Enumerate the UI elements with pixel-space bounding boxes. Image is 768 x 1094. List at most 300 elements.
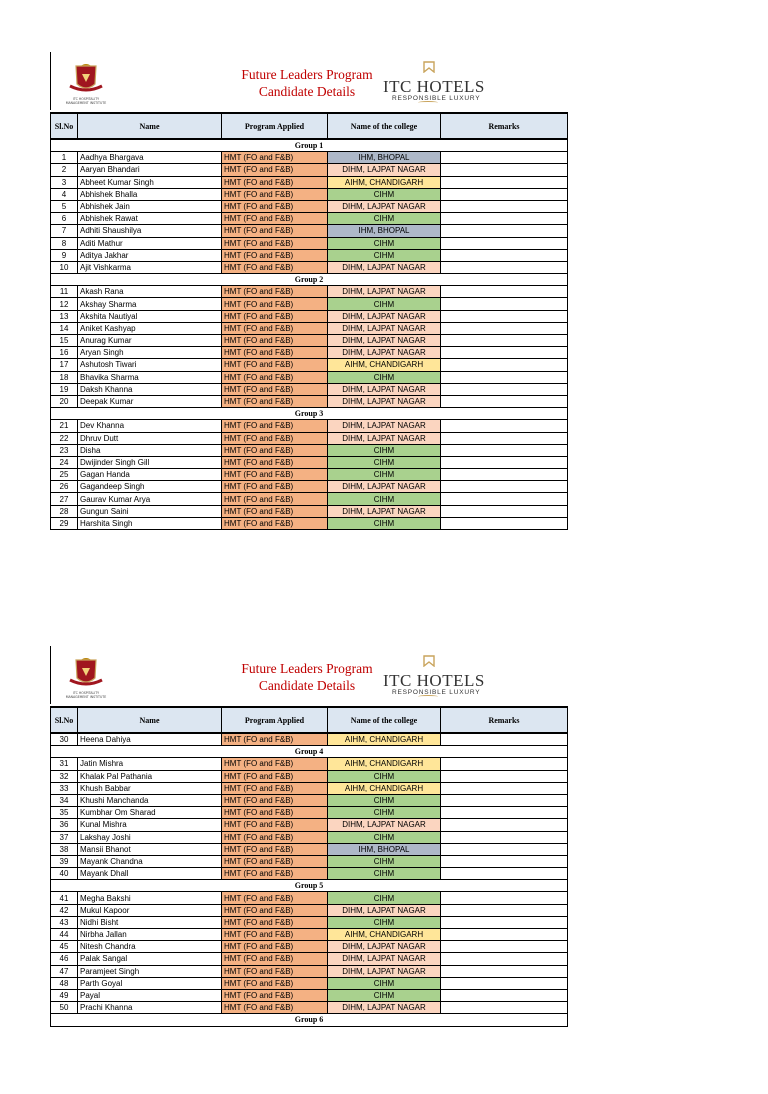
cell-program: HMT (FO and F&B)	[222, 347, 328, 359]
cell-sl-no: 10	[51, 261, 78, 273]
cell-program: HMT (FO and F&B)	[222, 892, 328, 904]
cell-remarks	[441, 347, 568, 359]
table-row	[51, 469, 568, 481]
cell-remarks	[441, 310, 568, 322]
cell-remarks	[441, 444, 568, 456]
cell-name: Khush Babbar	[78, 782, 222, 794]
group-label: Group 2	[51, 274, 568, 286]
cell-name: Aniket Kashyap	[78, 322, 222, 334]
table-row	[51, 371, 568, 383]
cell-sl-no: 41	[51, 892, 78, 904]
table-row	[51, 977, 568, 989]
table-row	[51, 335, 568, 347]
table-row	[51, 444, 568, 456]
cell-college: DIHM, LAJPAT NAGAR	[328, 965, 441, 977]
header-name: Name	[78, 113, 222, 139]
cell-name: Akash Rana	[78, 286, 222, 298]
sheet-page-2	[0, 594, 768, 1094]
table-row	[51, 200, 568, 212]
cell-remarks	[441, 892, 568, 904]
cell-name: Nidhi Bisht	[78, 916, 222, 928]
cell-remarks	[441, 286, 568, 298]
header-sl-no: Sl.No	[51, 113, 78, 139]
cell-college: DIHM, LAJPAT NAGAR	[328, 310, 441, 322]
cell-name: Lakshay Joshi	[78, 831, 222, 843]
cell-college: CIHM	[328, 831, 441, 843]
group-header-row	[51, 880, 568, 892]
header-program: Program Applied	[222, 113, 328, 139]
cell-college: DIHM, LAJPAT NAGAR	[328, 432, 441, 444]
table-row	[51, 941, 568, 953]
cell-remarks	[441, 225, 568, 237]
cell-name: Megha Bakshi	[78, 892, 222, 904]
cell-college: DIHM, LAJPAT NAGAR	[328, 953, 441, 965]
cell-sl-no: 44	[51, 929, 78, 941]
cell-program: HMT (FO and F&B)	[222, 965, 328, 977]
cell-sl-no: 43	[51, 916, 78, 928]
cell-remarks	[441, 200, 568, 212]
cell-name: Jatin Mishra	[78, 758, 222, 770]
cell-sl-no: 17	[51, 359, 78, 371]
table-row	[51, 953, 568, 965]
cell-name: Dev Khanna	[78, 420, 222, 432]
cell-college: CIHM	[328, 237, 441, 249]
table-row	[51, 807, 568, 819]
cell-college: CIHM	[328, 517, 441, 529]
cell-college: CIHM	[328, 989, 441, 1001]
group-header-row	[51, 274, 568, 286]
svg-text:ITC HOSPITALITY: ITC HOSPITALITY	[72, 97, 100, 101]
cell-program: HMT (FO and F&B)	[222, 395, 328, 407]
cell-remarks	[441, 807, 568, 819]
cell-name: Gaurav Kumar Arya	[78, 493, 222, 505]
cell-college: DIHM, LAJPAT NAGAR	[328, 505, 441, 517]
cell-remarks	[441, 1002, 568, 1014]
cell-remarks	[441, 395, 568, 407]
cell-remarks	[441, 989, 568, 1001]
cell-college: DIHM, LAJPAT NAGAR	[328, 941, 441, 953]
cell-name: Mukul Kapoor	[78, 904, 222, 916]
cell-college: CIHM	[328, 794, 441, 806]
cell-program: HMT (FO and F&B)	[222, 213, 328, 225]
group-header-row	[51, 408, 568, 420]
table-row	[51, 420, 568, 432]
itc-emblem-icon	[423, 654, 435, 672]
cell-sl-no: 49	[51, 989, 78, 1001]
itc-emblem-icon	[423, 60, 435, 78]
table-row	[51, 383, 568, 395]
cell-program: HMT (FO and F&B)	[222, 953, 328, 965]
table-row	[51, 505, 568, 517]
title-line-1: Future Leaders Program	[241, 661, 373, 676]
cell-remarks	[441, 298, 568, 310]
sheet-page-1	[0, 0, 768, 528]
cell-program: HMT (FO and F&B)	[222, 286, 328, 298]
institute-logo	[60, 650, 112, 702]
hotel-tagline: RESPONSIBLE LUXURY	[392, 689, 481, 696]
cell-program: HMT (FO and F&B)	[222, 505, 328, 517]
cell-college: DIHM, LAJPAT NAGAR	[328, 164, 441, 176]
cell-program: HMT (FO and F&B)	[222, 916, 328, 928]
cell-college: CIHM	[328, 456, 441, 468]
cell-remarks	[441, 249, 568, 261]
cell-college: AIHM, CHANDIGARH	[328, 929, 441, 941]
header-remarks: Remarks	[441, 113, 568, 139]
cell-name: Payal	[78, 989, 222, 1001]
cell-sl-no: 16	[51, 347, 78, 359]
cell-name: Daksh Khanna	[78, 383, 222, 395]
cell-college: DIHM, LAJPAT NAGAR	[328, 347, 441, 359]
table-row	[51, 517, 568, 529]
cell-program: HMT (FO and F&B)	[222, 868, 328, 880]
cell-sl-no: 32	[51, 770, 78, 782]
cell-sl-no: 23	[51, 444, 78, 456]
cell-name: Akshita Nautiyal	[78, 310, 222, 322]
table-row	[51, 152, 568, 164]
table-row	[51, 432, 568, 444]
group-label: Group 4	[51, 746, 568, 758]
cell-sl-no: 2	[51, 164, 78, 176]
cell-college: CIHM	[328, 977, 441, 989]
cell-name: Dwijinder Singh Gill	[78, 456, 222, 468]
hotel-brand: ITC HOTELS	[383, 77, 485, 96]
cell-remarks	[441, 868, 568, 880]
cell-name: Gagan Handa	[78, 469, 222, 481]
title-line-2: Candidate Details	[258, 678, 356, 693]
cell-name: Abheet Kumar Singh	[78, 176, 222, 188]
cell-name: Aditi Mathur	[78, 237, 222, 249]
document-title	[222, 66, 392, 100]
cell-remarks	[441, 953, 568, 965]
cell-program: HMT (FO and F&B)	[222, 989, 328, 1001]
cell-college: CIHM	[328, 770, 441, 782]
table-row	[51, 298, 568, 310]
cell-remarks	[441, 371, 568, 383]
cell-sl-no: 30	[51, 733, 78, 746]
cell-remarks	[441, 758, 568, 770]
cell-remarks	[441, 819, 568, 831]
cell-college: AIHM, CHANDIGARH	[328, 359, 441, 371]
cell-remarks	[441, 261, 568, 273]
cell-program: HMT (FO and F&B)	[222, 420, 328, 432]
cell-name: Nitesh Chandra	[78, 941, 222, 953]
table-row	[51, 831, 568, 843]
cell-program: HMT (FO and F&B)	[222, 831, 328, 843]
cell-program: HMT (FO and F&B)	[222, 481, 328, 493]
cell-sl-no: 25	[51, 469, 78, 481]
cell-program: HMT (FO and F&B)	[222, 310, 328, 322]
cell-name: Paramjeet Singh	[78, 965, 222, 977]
cell-program: HMT (FO and F&B)	[222, 941, 328, 953]
cell-sl-no: 14	[51, 322, 78, 334]
table-row	[51, 794, 568, 806]
table-row	[51, 188, 568, 200]
cell-program: HMT (FO and F&B)	[222, 819, 328, 831]
header-remarks: Remarks	[441, 707, 568, 733]
cell-sl-no: 26	[51, 481, 78, 493]
table-row	[51, 286, 568, 298]
candidate-table	[50, 706, 568, 1027]
header-sl-no: Sl.No	[51, 707, 78, 733]
cell-sl-no: 36	[51, 819, 78, 831]
table-row	[51, 904, 568, 916]
cell-name: Prachi Khanna	[78, 1002, 222, 1014]
cell-name: Parth Goyal	[78, 977, 222, 989]
cell-sl-no: 22	[51, 432, 78, 444]
group-label: Group 5	[51, 880, 568, 892]
cell-sl-no: 4	[51, 188, 78, 200]
table-row	[51, 892, 568, 904]
cell-college: AIHM, CHANDIGARH	[328, 176, 441, 188]
table-row	[51, 868, 568, 880]
cell-remarks	[441, 359, 568, 371]
cell-remarks	[441, 481, 568, 493]
cell-remarks	[441, 213, 568, 225]
cell-name: Khalak Pal Pathania	[78, 770, 222, 782]
cell-program: HMT (FO and F&B)	[222, 249, 328, 261]
cell-college: DIHM, LAJPAT NAGAR	[328, 335, 441, 347]
cell-remarks	[441, 855, 568, 867]
cell-remarks	[441, 383, 568, 395]
cell-sl-no: 15	[51, 335, 78, 347]
table-row	[51, 164, 568, 176]
cell-college: IHM, BHOPAL	[328, 152, 441, 164]
group-label: Group 3	[51, 408, 568, 420]
cell-name: Deepak Kumar	[78, 395, 222, 407]
cell-remarks	[441, 782, 568, 794]
cell-sl-no: 35	[51, 807, 78, 819]
table-row	[51, 819, 568, 831]
table-row	[51, 249, 568, 261]
cell-name: Adhiti Shaushilya	[78, 225, 222, 237]
cell-program: HMT (FO and F&B)	[222, 493, 328, 505]
cell-college: CIHM	[328, 444, 441, 456]
cell-name: Ashutosh Tiwari	[78, 359, 222, 371]
table-row	[51, 965, 568, 977]
cell-college: DIHM, LAJPAT NAGAR	[328, 819, 441, 831]
cell-college: CIHM	[328, 807, 441, 819]
cell-program: HMT (FO and F&B)	[222, 261, 328, 273]
cell-program: HMT (FO and F&B)	[222, 322, 328, 334]
cell-program: HMT (FO and F&B)	[222, 237, 328, 249]
cell-sl-no: 3	[51, 176, 78, 188]
cell-program: HMT (FO and F&B)	[222, 733, 328, 746]
cell-remarks	[441, 831, 568, 843]
cell-program: HMT (FO and F&B)	[222, 782, 328, 794]
cell-remarks	[441, 237, 568, 249]
cell-remarks	[441, 843, 568, 855]
cell-sl-no: 7	[51, 225, 78, 237]
cell-sl-no: 31	[51, 758, 78, 770]
cell-college: CIHM	[328, 298, 441, 310]
cell-college: CIHM	[328, 469, 441, 481]
cell-program: HMT (FO and F&B)	[222, 432, 328, 444]
cell-remarks	[441, 977, 568, 989]
table-row	[51, 347, 568, 359]
margin-rule	[50, 646, 51, 704]
cell-remarks	[441, 164, 568, 176]
table-row	[51, 359, 568, 371]
candidate-table	[50, 112, 568, 530]
cell-program: HMT (FO and F&B)	[222, 456, 328, 468]
title-line-1: Future Leaders Program	[241, 67, 373, 82]
cell-sl-no: 6	[51, 213, 78, 225]
cell-program: HMT (FO and F&B)	[222, 152, 328, 164]
cell-college: AIHM, CHANDIGARH	[328, 733, 441, 746]
cell-sl-no: 38	[51, 843, 78, 855]
cell-remarks	[441, 941, 568, 953]
table-row	[51, 782, 568, 794]
cell-college: IHM, BHOPAL	[328, 225, 441, 237]
cell-remarks	[441, 432, 568, 444]
cell-remarks	[441, 176, 568, 188]
cell-sl-no: 27	[51, 493, 78, 505]
table-row	[51, 310, 568, 322]
table-row	[51, 855, 568, 867]
cell-college: CIHM	[328, 371, 441, 383]
cell-college: CIHM	[328, 892, 441, 904]
hotel-tagline: RESPONSIBLE LUXURY	[392, 95, 481, 102]
brand-flourish	[418, 695, 438, 698]
cell-program: HMT (FO and F&B)	[222, 383, 328, 395]
cell-remarks	[441, 493, 568, 505]
group-label: Group 1	[51, 139, 568, 152]
cell-name: Dhruv Dutt	[78, 432, 222, 444]
cell-program: HMT (FO and F&B)	[222, 164, 328, 176]
cell-sl-no: 39	[51, 855, 78, 867]
cell-remarks	[441, 420, 568, 432]
cell-sl-no: 9	[51, 249, 78, 261]
cell-name: Gagandeep Singh	[78, 481, 222, 493]
cell-college: DIHM, LAJPAT NAGAR	[328, 395, 441, 407]
cell-college: CIHM	[328, 493, 441, 505]
group-header-row	[51, 1014, 568, 1026]
cell-name: Akshay Sharma	[78, 298, 222, 310]
table-header-row	[51, 113, 568, 139]
cell-name: Harshita Singh	[78, 517, 222, 529]
cell-remarks	[441, 517, 568, 529]
table-row	[51, 176, 568, 188]
cell-name: Khushi Manchanda	[78, 794, 222, 806]
cell-program: HMT (FO and F&B)	[222, 794, 328, 806]
cell-name: Mansii Bhanot	[78, 843, 222, 855]
cell-sl-no: 12	[51, 298, 78, 310]
cell-college: CIHM	[328, 855, 441, 867]
cell-remarks	[441, 335, 568, 347]
cell-sl-no: 18	[51, 371, 78, 383]
cell-remarks	[441, 505, 568, 517]
cell-sl-no: 46	[51, 953, 78, 965]
cell-college: AIHM, CHANDIGARH	[328, 782, 441, 794]
header-college: Name of the college	[328, 707, 441, 733]
cell-sl-no: 19	[51, 383, 78, 395]
cell-sl-no: 8	[51, 237, 78, 249]
cell-name: Mayank Chandna	[78, 855, 222, 867]
cell-program: HMT (FO and F&B)	[222, 225, 328, 237]
cell-program: HMT (FO and F&B)	[222, 298, 328, 310]
cell-sl-no: 13	[51, 310, 78, 322]
group-header-row	[51, 139, 568, 152]
cell-name: Abhishek Jain	[78, 200, 222, 212]
cell-program: HMT (FO and F&B)	[222, 1002, 328, 1014]
cell-name: Aadhya Bhargava	[78, 152, 222, 164]
cell-program: HMT (FO and F&B)	[222, 335, 328, 347]
cell-college: DIHM, LAJPAT NAGAR	[328, 383, 441, 395]
cell-college: AIHM, CHANDIGARH	[328, 758, 441, 770]
cell-sl-no: 47	[51, 965, 78, 977]
table-row	[51, 456, 568, 468]
cell-program: HMT (FO and F&B)	[222, 929, 328, 941]
cell-name: Aditya Jakhar	[78, 249, 222, 261]
cell-name: Nirbha Jallan	[78, 929, 222, 941]
cell-name: Aryan Singh	[78, 347, 222, 359]
cell-program: HMT (FO and F&B)	[222, 469, 328, 481]
cell-college: DIHM, LAJPAT NAGAR	[328, 1002, 441, 1014]
document-title	[222, 660, 392, 694]
cell-program: HMT (FO and F&B)	[222, 200, 328, 212]
cell-remarks	[441, 929, 568, 941]
table-row	[51, 225, 568, 237]
table-row	[51, 213, 568, 225]
cell-program: HMT (FO and F&B)	[222, 807, 328, 819]
cell-remarks	[441, 904, 568, 916]
cell-sl-no: 45	[51, 941, 78, 953]
cell-remarks	[441, 916, 568, 928]
cell-college: CIHM	[328, 249, 441, 261]
cell-sl-no: 33	[51, 782, 78, 794]
table-row	[51, 322, 568, 334]
cell-program: HMT (FO and F&B)	[222, 176, 328, 188]
cell-college: CIHM	[328, 188, 441, 200]
cell-sl-no: 20	[51, 395, 78, 407]
cell-college: DIHM, LAJPAT NAGAR	[328, 904, 441, 916]
svg-text:MANAGEMENT INSTITUTE: MANAGEMENT INSTITUTE	[65, 695, 107, 699]
svg-text:ITC HOSPITALITY: ITC HOSPITALITY	[72, 691, 100, 695]
table-row	[51, 758, 568, 770]
cell-program: HMT (FO and F&B)	[222, 444, 328, 456]
cell-name: Gungun Saini	[78, 505, 222, 517]
cell-program: HMT (FO and F&B)	[222, 904, 328, 916]
cell-program: HMT (FO and F&B)	[222, 843, 328, 855]
cell-program: HMT (FO and F&B)	[222, 359, 328, 371]
cell-sl-no: 34	[51, 794, 78, 806]
cell-remarks	[441, 733, 568, 746]
cell-name: Aaryan Bhandari	[78, 164, 222, 176]
table-row	[51, 1002, 568, 1014]
institute-logo	[60, 56, 112, 108]
cell-remarks	[441, 965, 568, 977]
cell-remarks	[441, 794, 568, 806]
header-college: Name of the college	[328, 113, 441, 139]
cell-name: Heena Dahiya	[78, 733, 222, 746]
table-row	[51, 395, 568, 407]
cell-program: HMT (FO and F&B)	[222, 188, 328, 200]
cell-college: CIHM	[328, 916, 441, 928]
cell-college: CIHM	[328, 868, 441, 880]
cell-remarks	[441, 469, 568, 481]
cell-sl-no: 24	[51, 456, 78, 468]
header-program: Program Applied	[222, 707, 328, 733]
table-row	[51, 929, 568, 941]
cell-sl-no: 1	[51, 152, 78, 164]
svg-text:MANAGEMENT INSTITUTE: MANAGEMENT INSTITUTE	[65, 101, 107, 105]
cell-name: Kumbhar Om Sharad	[78, 807, 222, 819]
cell-college: DIHM, LAJPAT NAGAR	[328, 286, 441, 298]
cell-sl-no: 28	[51, 505, 78, 517]
cell-program: HMT (FO and F&B)	[222, 758, 328, 770]
cell-sl-no: 11	[51, 286, 78, 298]
table-row	[51, 261, 568, 273]
